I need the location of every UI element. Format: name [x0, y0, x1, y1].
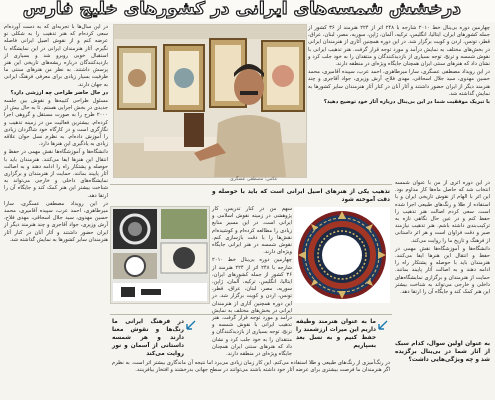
- paragraph-center-mid: سهم من در کنار تدریس، کار پژوهشی در زمینه نقوش اسلامی و ایرانی است. در این مسیر منابع زیادی را مطالعه کرده‌ام و کوشیده‌ام نقش‌ها را با دقت بازسازی کنم. نقوش شمسه در هنر ایرانی جایگاه ویژه‌ای دارند.: [212, 206, 292, 256]
- callout-center-left: [112, 318, 184, 358]
- photo-exhibition-image: [111, 207, 209, 303]
- article-column-center: [212, 206, 292, 358]
- shamseh-rosette-image: [294, 207, 390, 303]
- callout-center-right-text: ما به عنوان هنرمند وظیفه داریم این میراث ارزشمند را حفظ کنیم و به نسل بعد بسپاریم: [296, 319, 376, 349]
- callout-center-top-text: تذهیب یکی از هنرهای اصیل ایرانی است که باید با حوصله و دقت آموخته شود: [212, 189, 390, 203]
- paragraph-right-top: چهارمین دوره بی‌ینال خط ۲۰۱۰ شارجه با ۲۴۸ اثر از ۲۲۴ هنرمند از ۳۶ کشور از جمله کشورهای ایران، ایتالیا، انگلیس، ترکیه، آلمان، ژاپن، سوریه، مصر، لبنان، عراق، قطر، تونس، اردن و کویت برگزار شد. در این دوره همچنین آثاری از هنرمندان ایرانی در بخش‌های مختلف به نمایش درآمد و مورد توجه قرار گرفت. هنر تذهیب ایرانی با نقوش شمسه و ترنج، توجه بسیاری از بازدیدکنندگان و منتقدان را به خود جلب کرد و نشان داد که هنرهای سنتی ایران همچنان جایگاه ویژه‌ای در منطقه دارند.: [308, 25, 491, 68]
- headline-banner: [0, 0, 495, 22]
- callout-mark-center-left: [186, 320, 196, 330]
- article-column-bottom: [112, 360, 390, 394]
- photo-artist-portrait-image: [114, 25, 306, 177]
- paragraph-left-mid: مسئول طراحی کتیبه‌ها و نقوش بین جلسه جدیدی در بخش اجرایی هستم. تا به حال بیش از ۲۰۰۰ طرح را به صورت مستقل و گروهی اجرا کرده‌ام. بیشترین فعالیت من در زمینه تذهیب و نگارگری است و در کارگاه خود شاگردان زیادی را آموزش داده‌ام. به نظرم نسل جوان علاقه زیادی به یادگیری این هنرها دارد.: [4, 98, 108, 148]
- article-column-left: [4, 24, 108, 392]
- photo-exhibition: [110, 206, 210, 304]
- callout-right: [395, 340, 490, 392]
- callout-right-text: به عنوان اولین سوال، کدام سبک از آثار شما در بی‌ینال برگزیده شد و چه ویژگی‌هایی داشت؟: [395, 341, 490, 363]
- callout-center-top: [212, 188, 390, 204]
- divider-horizontal-lower: [110, 314, 392, 315]
- callout-mark-center-right: [378, 320, 388, 330]
- paragraph-right-bottom: در این دوره اثری از من با عنوان شمسه انتخاب شد که حاصل ماه‌ها کار مداوم بود. این اثر با الهام از نقوش تاریخی ایران و با استفاده از طلا و رنگ‌های طبیعی اجرا شده است. سعی کردم اصالت هنر تذهیب را حفظ کنم و در عین حال نگاهی تازه به ترکیب‌بندی داشته باشم. هنر تذهیب نیازمند صبر و دقت فراوان است و هر اثر داستانی از فرهنگ و تاریخ ما را روایت می‌کند.: [395, 180, 490, 244]
- photo-shamseh-rosette: [294, 207, 390, 303]
- paragraph-right-mid: در این رویداد مصطفی عسگری، سارا میرطاهری، احمد عرب، سپیده آقامیری، محمد حسین مهدوی، سید جلال اسحاقی، مهدی فلاح، آرش وزیری، جواد آقاجری و چند هنرمند دیگر از ایران حضور داشتند و آثار آنان در کنار آثار هنرمندان سایر کشورها به نمایش گذاشته شد.: [308, 69, 490, 97]
- paragraph-right-extra: دانشگاه‌ها و آموزشگاه‌ها نقش مهمی در حفظ و انتقال این هنرها ایفا می‌کنند. هنرمندان باید با حوصله و پشتکار راه را ادامه دهند و به اصالت آثار پایبند بمانند. حمایت از هنرمندان و برگزاری نمایشگاه‌های داخلی و خارجی می‌تواند به شناخت بیشتر این هنر کمک کند و جایگاه آن را ارتقا دهد.: [395, 245, 490, 296]
- divider-horizontal: [110, 184, 392, 185]
- callout-center-right: [296, 318, 376, 358]
- photo-artist-portrait: [113, 24, 307, 178]
- article-column-right: [308, 25, 490, 177]
- paragraph-left-top: در این سال‌ها با تجربه‌ای که به دست آورده‌ام سعی کرده‌ام که هنر تذهیب را به شکلی نو عرضه کنم و از نقوش اصیل ایرانی فاصله نگیرم. آثار هنرمندان ایرانی در این نمایشگاه با استقبال خوبی روبرو شد و بسیاری از بازدیدکنندگان درباره ریشه‌های تاریخی این هنر پرسش داشتند. به نظر من هنرهای سنتی ما ظرفیت بسیار زیادی برای معرفی فرهنگ ایرانی به جهان دارند.: [4, 24, 108, 88]
- question-one: با تبریک موفقیت شما در این بی‌ینال درباره آثار خود توضیح دهید؟: [323, 99, 490, 106]
- callout-center-left-text: در فرهنگ ایرانی ما رنگ‌ها و نقوش معنا دارند و هر شمسه داستانی از آسمان و نور روایت می‌کند: [112, 319, 184, 357]
- headline: درخشش شمسه‌های ایرانی در کشورهای خلیج فارس: [22, 0, 461, 19]
- paragraph-left-bottom: دانشگاه‌ها و آموزشگاه‌ها نقش مهمی در حفظ و انتقال این هنرها ایفا می‌کنند. هنرمندان باید با حوصله و پشتکار راه را ادامه دهند و به اصالت آثار پایبند بمانند. حمایت از هنرمندان و برگزاری نمایشگاه‌های داخلی و خارجی می‌تواند به شناخت بیشتر این هنر کمک کند و جایگاه آن را ارتقا دهد.: [4, 149, 108, 199]
- paragraph-left-more: در این رویداد مصطفی عسگری، سارا میرطاهری، احمد عرب، سپیده آقامیری، محمد حسین مهدوی، سید جلال اسحاقی، مهدی فلاح، آرش وزیری، جواد آقاجری و چند هنرمند دیگر از ایران حضور داشتند و آثار آنان در کنار آثار هنرمندان سایر کشورها به نمایش گذاشته شد.: [4, 200, 108, 243]
- question-two: در حال حاضر طراحی چه ارزشی دارد؟: [10, 89, 108, 96]
- paragraph-center-mid-extra: چهارمین دوره بی‌ینال خط ۲۰۱۰ شارجه با ۲۴۸ اثر از ۲۲۴ هنرمند از ۳۶ کشور از جمله کشورهای ایران، ایتالیا، انگلیس، ترکیه، آلمان، ژاپن، سوریه، مصر، لبنان، عراق، قطر، تونس، اردن و کویت برگزار شد. در این دوره همچنین آثاری از هنرمندان ایرانی در بخش‌های مختلف به نمایش درآمد و مورد توجه قرار گرفت. هنر تذهیب ایرانی با نقوش شمسه و ترنج، توجه بسیاری از بازدیدکنندگان و منتقدان را به خود جلب کرد و نشان داد که هنرهای سنتی ایران همچنان جایگاه ویژه‌ای در منطقه دارند.: [212, 257, 292, 358]
- photo-caption: عکس: مصطفی عسگری: [230, 177, 278, 182]
- paragraph-center-bottom: در رنگ‌آمیزی از رنگ‌های طبیعی و طلا استفاده می‌کنم. این کار زمان زیادی می‌برد اما نتیجه آن ماندگاری بیشتر اثر است. به نظرم اگر هنرمندان ما فرصت بیشتری برای عرضه آثار خود داشته باشند می‌توانند در سطح جهانی بدرخشند و افتخار بیافرینند.: [112, 360, 390, 374]
